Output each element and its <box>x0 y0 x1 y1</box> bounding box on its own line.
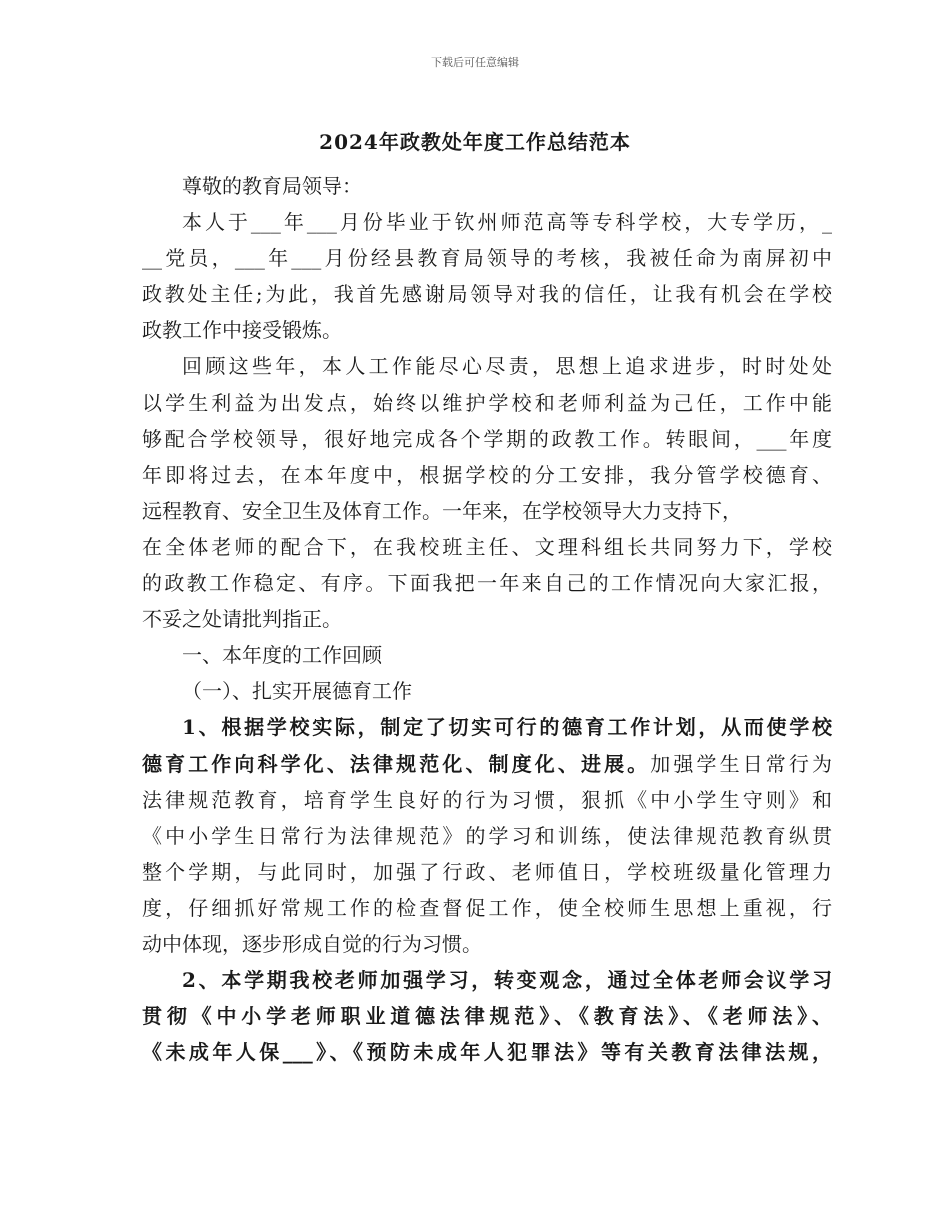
paragraph-line: 动中体现，逐步形成自觉的行为习惯。 <box>142 931 482 956</box>
paragraph-teacher-study <box>142 962 832 1070</box>
paragraph-line: __党员，___年___月份经县教育局领导的考核，我被任命为南屏初中 <box>142 246 832 271</box>
paragraph-line: 《中小学生日常行为法律规范》的学习和训练，使法律规范教育纵贯 <box>142 823 832 848</box>
paragraph-line: 贯彻《中小学老师职业道德法律规范》、《教育法》、《老师法》、 <box>142 1004 832 1029</box>
paragraph-line: 《未成年人保___》、《预防未成年人犯罪法》等有关教育法律法规， <box>142 1040 832 1065</box>
paragraph-line: 2、本学期我校老师加强学习，转变观念，通过全体老师会议学习 <box>182 968 832 993</box>
paragraph-line: 回顾这些年，本人工作能尽心尽责，思想上追求进步，时时处处 <box>182 354 832 379</box>
paragraph-line: 够配合学校领导，很好地完成各个学期的政教工作。转眼间，___年度 <box>142 426 832 451</box>
paragraph-moral-education-plan <box>142 709 832 962</box>
paragraph-line: 本人于___年___月份毕业于钦州师范高等专科学校，大专学历，_ <box>182 210 832 235</box>
paragraph-line: 法律规范教育，培育学生良好的行为习惯，狠抓《中小学生守则》和 <box>142 787 832 812</box>
salutation: 尊敬的教育局领导： <box>182 174 362 198</box>
paragraph-line: 以学生利益为出发点，始终以维护学校和老师利益为己任，工作中能 <box>142 390 832 415</box>
document-title: 2024年政教处年度工作总结范本 <box>319 130 631 154</box>
page-header-note: 下载后可任意编辑 <box>431 56 519 69</box>
section-heading: 一、本年度的工作回顾 <box>182 643 382 668</box>
paragraph-line: 的政教工作稳定、有序。下面我把一年来自己的工作情况向大家汇报， <box>142 571 832 596</box>
text-run: 加强学生日常行为 <box>650 751 833 776</box>
paragraph-line: 年即将过去，在本年度中，根据学校的分工安排，我分管学校德育、 <box>142 462 832 487</box>
paragraph-line: 远程教育、安全卫生及体育工作。一年来，在学校领导大力支持下， <box>142 498 742 523</box>
paragraph-line: 在全体老师的配合下，在我校班主任、文理科组长共同努力下，学校 <box>142 534 832 559</box>
paragraph-review <box>142 348 832 637</box>
paragraph-line: 不妥之处请批判指正。 <box>142 607 342 632</box>
paragraph-line: 政教工作中接受锻炼。 <box>142 318 342 343</box>
document-body <box>142 168 832 1070</box>
paragraph-line <box>142 746 832 782</box>
paragraph-line: 度，仔细抓好常规工作的检查督促工作，使全校师生思想上重视，行 <box>142 895 832 920</box>
bold-phrase: 德育工作向科学化、法律规范化、制度化、进展。 <box>142 751 651 776</box>
paragraph-line: 政教处主任;为此，我首先感谢局领导对我的信任，让我有机会在学校 <box>142 282 832 307</box>
paragraph-line: 1、根据学校实际，制定了切实可行的德育工作计划，从而使学校 <box>182 715 832 740</box>
subsection-heading: （一）、扎实开展德育工作 <box>182 679 412 704</box>
paragraph-line: 整个学期，与此同时，加强了行政、老师值日，学校班级量化管理力 <box>142 859 832 884</box>
paragraph-intro <box>142 204 832 348</box>
